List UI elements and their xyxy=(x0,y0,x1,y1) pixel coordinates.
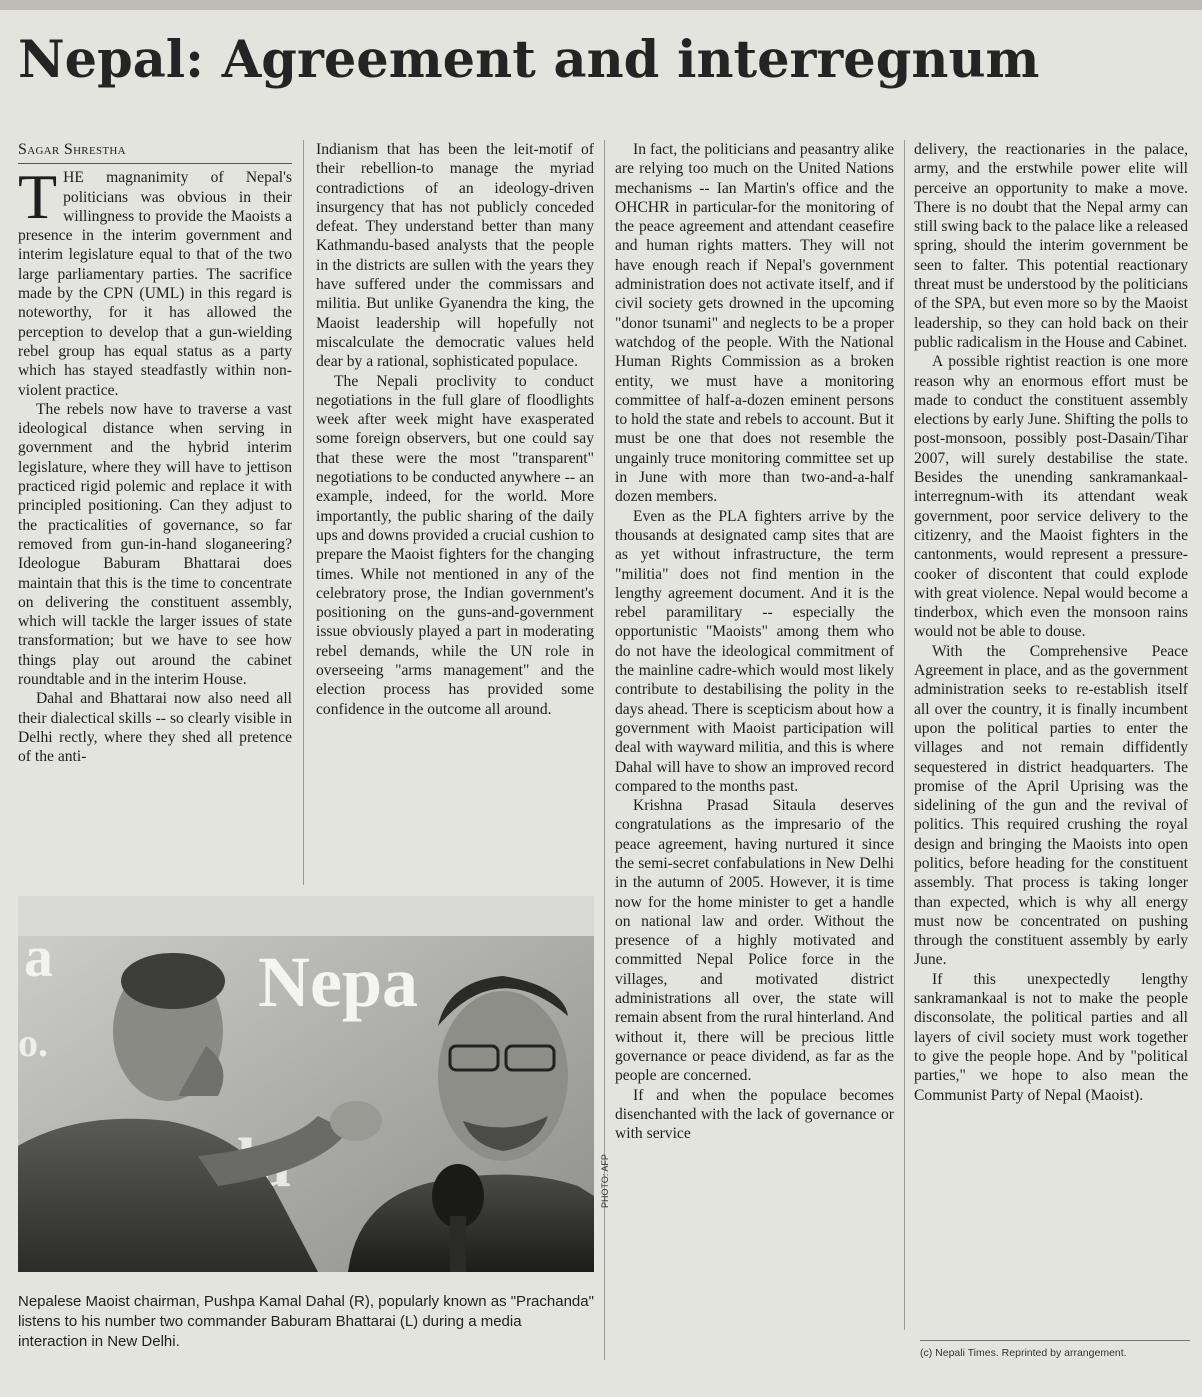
article-paragraph: The rebels now have to traverse a vast ideological distance when serving in government and the hybrid interim legislature, where they will have to jettison practiced rigid polemic and replace it with principled positioning. Can they adjust to the practicalities of governance, so far removed from gun-in-hand sloganeering? Ideologue Baburam Bhattarai does maintain that this is the time to concentrate on delivering the constituent assembly, which will tackle the larger issues of state transformation; but we have to see how things play out around the cabinet roundtable and in the interim House. xyxy=(18,400,292,689)
reprint-note: (c) Nepali Times. Reprinted by arrangement. xyxy=(920,1340,1190,1359)
article-paragraph: HE magnanimity of Nepal's politicians was obvious in their willingness to provide the Maoists a presence in the interim government and interim legislature equal to that of the two large parliamentary parties. The sacrifice made by the CPN (UML) in this regard is noteworthy, for it has allowed the perception to develop that a gun-wielding rebel group has equal status as a party which has stayed steadfastly within non-violent practice. xyxy=(18,169,292,399)
top-border xyxy=(0,0,1202,10)
article-column-4 xyxy=(914,140,1188,1325)
column-rule xyxy=(303,140,304,885)
article-column-1 xyxy=(18,140,292,880)
article-paragraph: A possible rightist reaction is one more reason why an enormous effort must be made to conduct the constituent assembly elections by early June. Shifting the polls to post-monsoon, possibly post-Dasain/Tihar 2007, will surely destabilise the state. Besides the unending sankramankaal-interregnum-with its attendant weak government, poor service delivery to the citizenry, and the Maoist fighters in the cantonments, would represent a pressure-cooker of discontent that could explode with great violence. Nepal would become a tinderbox, which even the monsoon rains would not be able to douse. xyxy=(914,353,1188,641)
article-paragraph: In fact, the politicians and peasantry alike are relying too much on the United Nations mechanisms -- Ian Martin's office and the OHCHR in particular-for the monitoring of the peace agreement and attendant ceasefire and human rights matters. They will not have enough reach if Nepal's government administration does not activate itself, and if civil society gets drowned in the upcoming "donor tsunami" and neglects to be a proper watchdog of the people. With the National Human Rights Commission as a broken entity, we must have a monitoring committee of half-a-dozen eminent persons to hold the state and rebels to account. But it must be one that does not resemble the ungainly truce monitoring committee set up in June with more than two-and-a-half dozen members. xyxy=(615,141,894,506)
backdrop-letter: a xyxy=(24,924,53,989)
headline: Nepal: Agreement and interregnum xyxy=(18,30,1040,90)
news-photo xyxy=(18,896,594,1272)
photo-caption: Nepalese Maoist chairman, Pushpa Kamal Dahal (R), popularly known as "Prachanda" listens to his number two commander Baburam Bhattarai (L) during a media interaction in New Delhi. xyxy=(18,1293,594,1350)
backdrop-letter: o. xyxy=(18,1020,48,1065)
column-rule xyxy=(904,140,905,1330)
article-paragraph: Even as the PLA fighters arrive by the thousands at designated camp sites that are as yet without infrastructure, the term "militia" does not find mention in the lengthy agreement document. And it is the rebel paramilitary -- especially the opportunistic "Maoists" among them who do not have the ideological commitment of the mainline cadre-which would most likely contribute to destabilising the polity in the days ahead. There is scepticism about how a government with Maoist participation will deal with wayward militia, and this is where Dahal will have to show an improved record compared to the months past. xyxy=(615,507,894,795)
backdrop-text: Nepa xyxy=(258,942,418,1022)
article-paragraph: If and when the populace becomes disenchanted with the lack of governance or with service xyxy=(615,1086,894,1143)
photo-illustration xyxy=(18,896,594,1272)
photo-credit: PHOTO: AFP xyxy=(600,1154,610,1208)
article-paragraph: The Nepali proclivity to conduct negotiations in the full glare of floodlights week after week might have exasperated some foreign observers, but one could say that these were the most "transparent" negotiations to be conducted anywhere -- an example, indeed, for the world. More importantly, the public sharing of the daily ups and downs provided a crucial cushion to prepare the Maoist fighters for the changing times. While not mentioned in any of the celebratory prose, the Indian government's positioning on the guns-and-government issue obviously played a part in moderating rebel demands, while the UN role in overseeing "arms management" and the election process has provided some confidence in the outcome all around. xyxy=(316,372,594,718)
article-paragraph: With the Comprehensive Peace Agreement in place, and as the government administration seeks to re-establish itself all over the country, it is finally incumbent upon the political parties to enter the villages and not remain diffidently sequestered in district headquarters. The promise of the April Uprising was the sidelining of the gun and the revival of politics. This required crushing the royal design and bringing the Maoists into open politics, before heading for the constituent assembly. That process is taking longer than expected, which is why all energy must now be concentrated on pushing through the constituent assembly by early June. xyxy=(914,642,1188,969)
drop-cap: T xyxy=(18,161,58,233)
article-paragraph: Krishna Prasad Sitaula deserves congratulations as the impresario of the peace agreement, having nurtured it since the semi-secret confabulations in New Delhi in the autumn of 2005. However, it is time now for the home minister to get a handle on national law and order. Without the presence of a highly motivated and committed Nepal Police force in the villages, and motivated district administrations all over, the state will remain absent from the rural hinterland. And without it, there will be precious little governance or peace dividend, as far as the people are concerned. xyxy=(615,797,894,1085)
article-paragraph: delivery, the reactionaries in the palace, army, and the erstwhile power elite will perceive an opportunity to make a move. There is no doubt that the Nepal army can still swing back to the palace like a released spring, should the interim government be seen to falter. This potential reactionary threat must be understood by the politicians of the SPA, but even more so by the Maoist leadership, so they can hold back on their public radicalism in the House and Cabinet. xyxy=(914,141,1188,351)
article-paragraph: Indianism that has been the leit-motif of their rebellion-to manage the myriad contradictions of an ideology-driven insurgency that has not publicly conceded defeat. They understand better than many Kathmandu-based analysts that the people in the districts are sullen with the years they have suffered under the commissars and militia. But unlike Gyanendra the king, the Maoist leadership will hopefully not miscalculate the democratic values held dear by a rational, sophisticated populace. xyxy=(316,141,594,371)
byline: Sagar Shrestha xyxy=(18,140,292,164)
article-paragraph: Dahal and Bhattarai now also need all their dialectical skills -- so clearly visible in Delhi rectly, where they shed all pretence of the anti- xyxy=(18,690,292,766)
article-paragraph: If this unexpectedly lengthy sankramankaal is not to make the people disconsolate, the political parties and all layers of civil society must work together to give the people hope. And by "political parties," we hope to also mean the Communist Party of Nepal (Maoist). xyxy=(914,970,1188,1104)
article-column-2 xyxy=(316,140,594,885)
article-column-3 xyxy=(615,140,894,1360)
